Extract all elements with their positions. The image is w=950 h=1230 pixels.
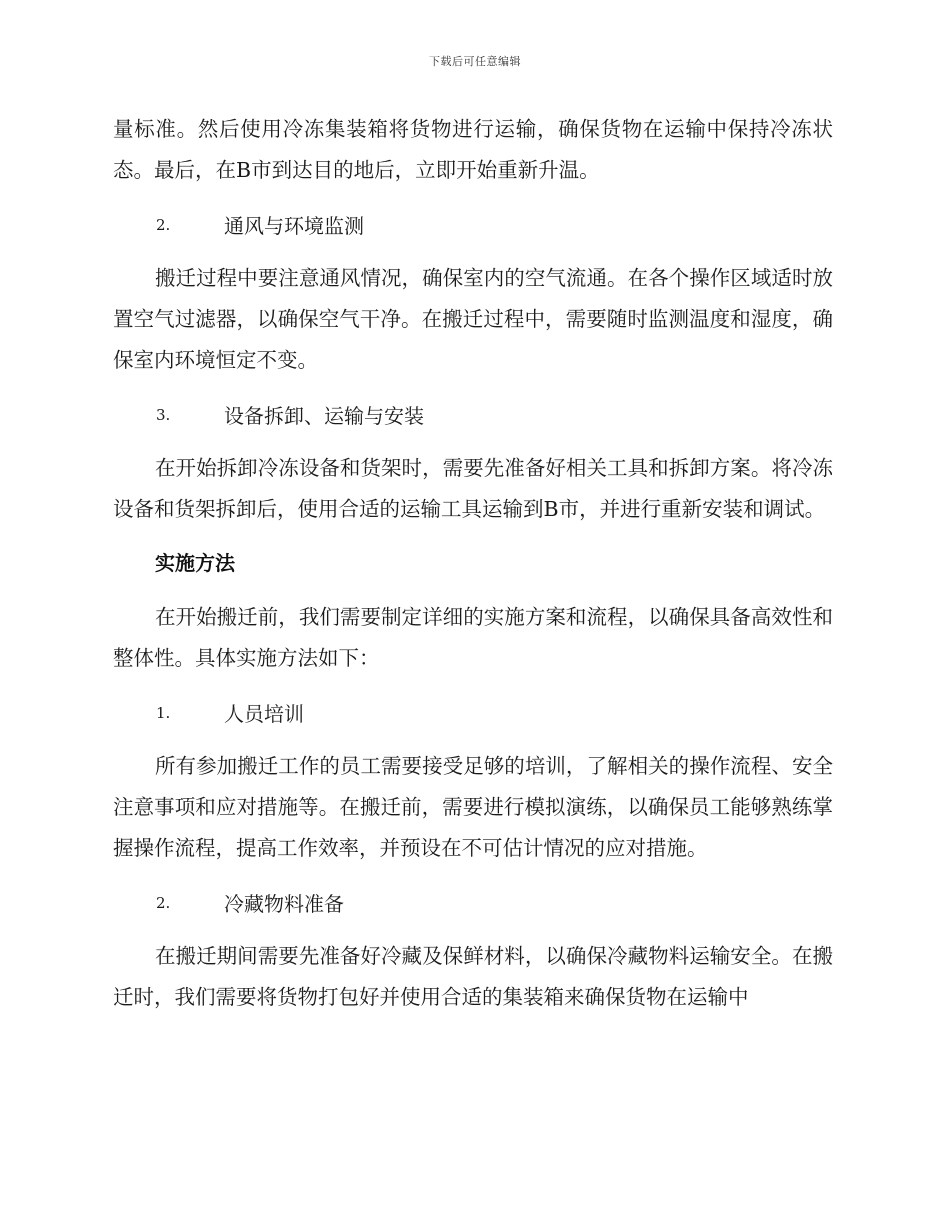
paragraph-cold-transport: 量标准。然后使用冷冻集装箱将货物进行运输，确保货物在运输中保持冷冻状态。最后，在B市到达目的地后，立即开始重新升温。 [113, 117, 833, 182]
section-heading-implementation: 实施方法 [155, 551, 235, 575]
list-item-ventilation [113, 204, 833, 245]
paragraph-implementation-intro: 在开始搬迁前，我们需要制定详细的实施方案和流程，以确保具备高效性和整体性。具体实施方法如下： [113, 605, 833, 670]
list-number: 2. [156, 215, 171, 234]
list-item-label: 通风与环境监测 [224, 214, 364, 238]
list-number: 3. [156, 405, 171, 424]
page-header: 下载后可任意编辑 [429, 55, 521, 68]
list-item-label: 设备拆卸、运输与安装 [224, 404, 424, 428]
paragraph-ventilation: 搬迁过程中要注意通风情况，确保室内的空气流通。在各个操作区域适时放置空气过滤器，以确保空气干净。在搬迁过程中，需要随时监测温度和湿度，确保室内环境恒定不变。 [113, 266, 833, 372]
list-number: 2. [156, 893, 171, 912]
paragraph-cold-materials: 在搬迁期间需要先准备好冷藏及保鲜材料，以确保冷藏物料运输安全。在搬迁时，我们需要将货物打包好并使用合适的集装箱来确保货物在运输中 [113, 944, 833, 1009]
list-item-training [113, 692, 833, 733]
list-number: 1. [156, 703, 171, 722]
document-body [113, 109, 833, 1018]
list-item-cold-materials [113, 882, 833, 923]
list-item-equipment [113, 394, 833, 435]
paragraph-training: 所有参加搬迁工作的员工需要接受足够的培训，了解相关的操作流程、安全注意事项和应对措施等。在搬迁前，需要进行模拟演练，以确保员工能够熟练掌握操作流程，提高工作效率，并预设在不可估计情况的应对措施。 [113, 754, 833, 860]
list-item-label: 冷藏物料准备 [224, 892, 344, 916]
list-item-label: 人员培训 [224, 702, 304, 726]
paragraph-equipment: 在开始拆卸冷冻设备和货架时，需要先准备好相关工具和拆卸方案。将冷冻设备和货架拆卸后，使用合适的运输工具运输到B市，并进行重新安装和调试。 [113, 456, 833, 521]
